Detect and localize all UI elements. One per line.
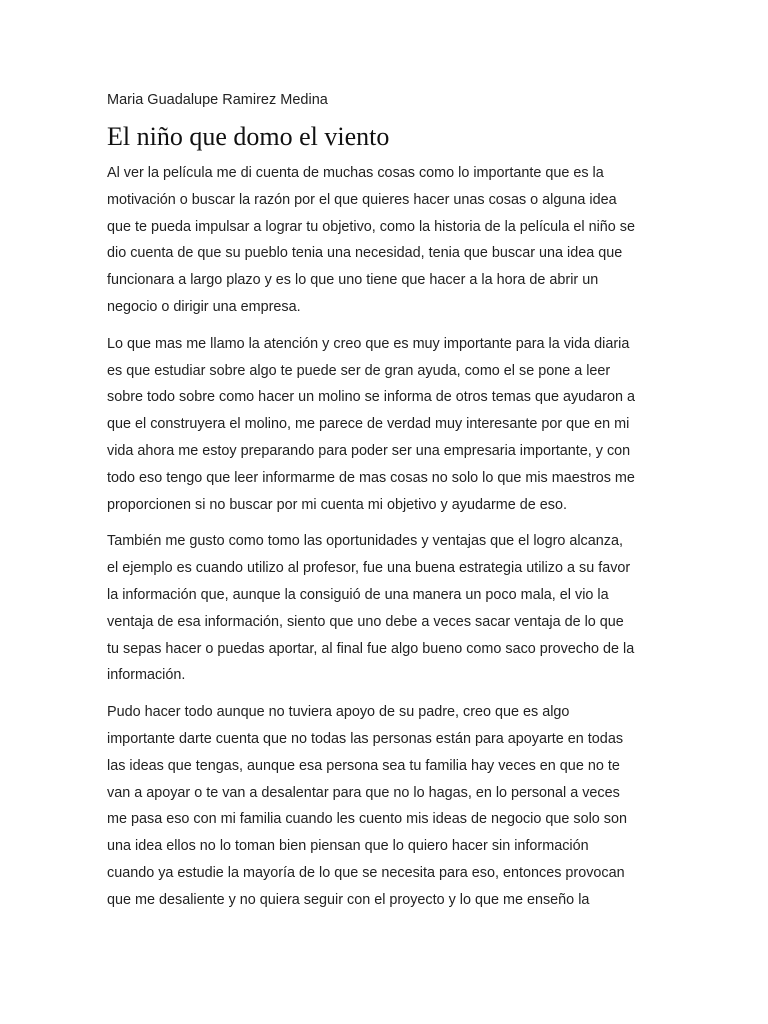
text-line: el ejemplo es cuando utilizo al profesor, fue una buena estrategia utilizo a su favor xyxy=(107,560,631,577)
text-line: funcionara a largo plazo y es lo que uno tiene que hacer a la hora de abrir un xyxy=(107,272,599,289)
text-line: la información que, aunque la consiguió de una manera un poco mala, el vio la xyxy=(107,586,609,603)
text-line: que el construyera el molino, me parece de verdad muy interesante por que en mi xyxy=(107,416,630,433)
text-line: dio cuenta de que su pueblo tenia una necesidad, tenia que buscar una idea que xyxy=(107,245,623,262)
text-line: negocio o dirigir una empresa. xyxy=(107,298,301,315)
text-line: importante darte cuenta que no todas las personas están para apoyarte en todas xyxy=(107,730,624,747)
text-line: sobre todo sobre como hacer un molino se informa de otros temas que ayudaron a xyxy=(107,389,635,406)
document-page xyxy=(107,88,667,924)
text-line: es que estudiar sobre algo te puede ser de gran ayuda, como el se pone a leer xyxy=(107,362,611,379)
text-line: que me desaliente y no quiera seguir con el proyecto y lo que me enseño la xyxy=(107,891,590,908)
text-line: van a apoyar o te van a desalentar para que no lo hagas, en lo personal a veces xyxy=(107,784,620,801)
text-line: motivación o buscar la razón por el que quieres hacer unas cosas o alguna idea xyxy=(107,191,617,208)
text-line: ventaja de esa información, siento que uno debe a veces sacar ventaja de lo que xyxy=(107,613,624,630)
text-line: las ideas que tengas, aunque esa persona sea tu familia hay veces en que no te xyxy=(107,757,620,774)
text-line: cuando ya estudie la mayoría de lo que se necesita para eso, entonces provocan xyxy=(107,864,625,881)
paragraph xyxy=(107,699,667,913)
paragraph xyxy=(107,331,667,519)
paragraph xyxy=(107,528,667,689)
text-line: una idea ellos no lo toman bien piensan que lo quiero hacer sin información xyxy=(107,838,589,855)
document-body xyxy=(107,160,667,914)
text-line: todo eso tengo que leer informarme de mas cosas no solo lo que mis maestros me xyxy=(107,469,635,486)
text-line: me pasa eso con mi familia cuando les cuento mis ideas de negocio que solo son xyxy=(107,811,627,828)
text-line: También me gusto como tomo las oportunidades y ventajas que el logro alcanza, xyxy=(107,533,623,550)
text-line: que te pueda impulsar a lograr tu objetivo, como la historia de la película el niño se xyxy=(107,218,635,235)
text-line: Lo que mas me llamo la atención y creo que es muy importante para la vida diaria xyxy=(107,335,630,352)
author-name: Maria Guadalupe Ramirez Medina xyxy=(107,92,328,108)
text-line: vida ahora me estoy preparando para poder ser una empresaria importante, y con xyxy=(107,442,631,459)
document-title: El niño que domo el viento xyxy=(107,122,390,151)
paragraph xyxy=(107,160,667,321)
text-line: tu sepas hacer o puedas aportar, al final fue algo bueno como saco provecho de la xyxy=(107,640,635,657)
text-line: información. xyxy=(107,667,186,684)
text-line: Al ver la película me di cuenta de muchas cosas como lo importante que es la xyxy=(107,165,604,181)
text-line: Pudo hacer todo aunque no tuviera apoyo de su padre, creo que es algo xyxy=(107,704,570,721)
text-line: proporcionen si no buscar por mi cuenta mi objetivo y ayudarme de eso. xyxy=(107,496,567,513)
